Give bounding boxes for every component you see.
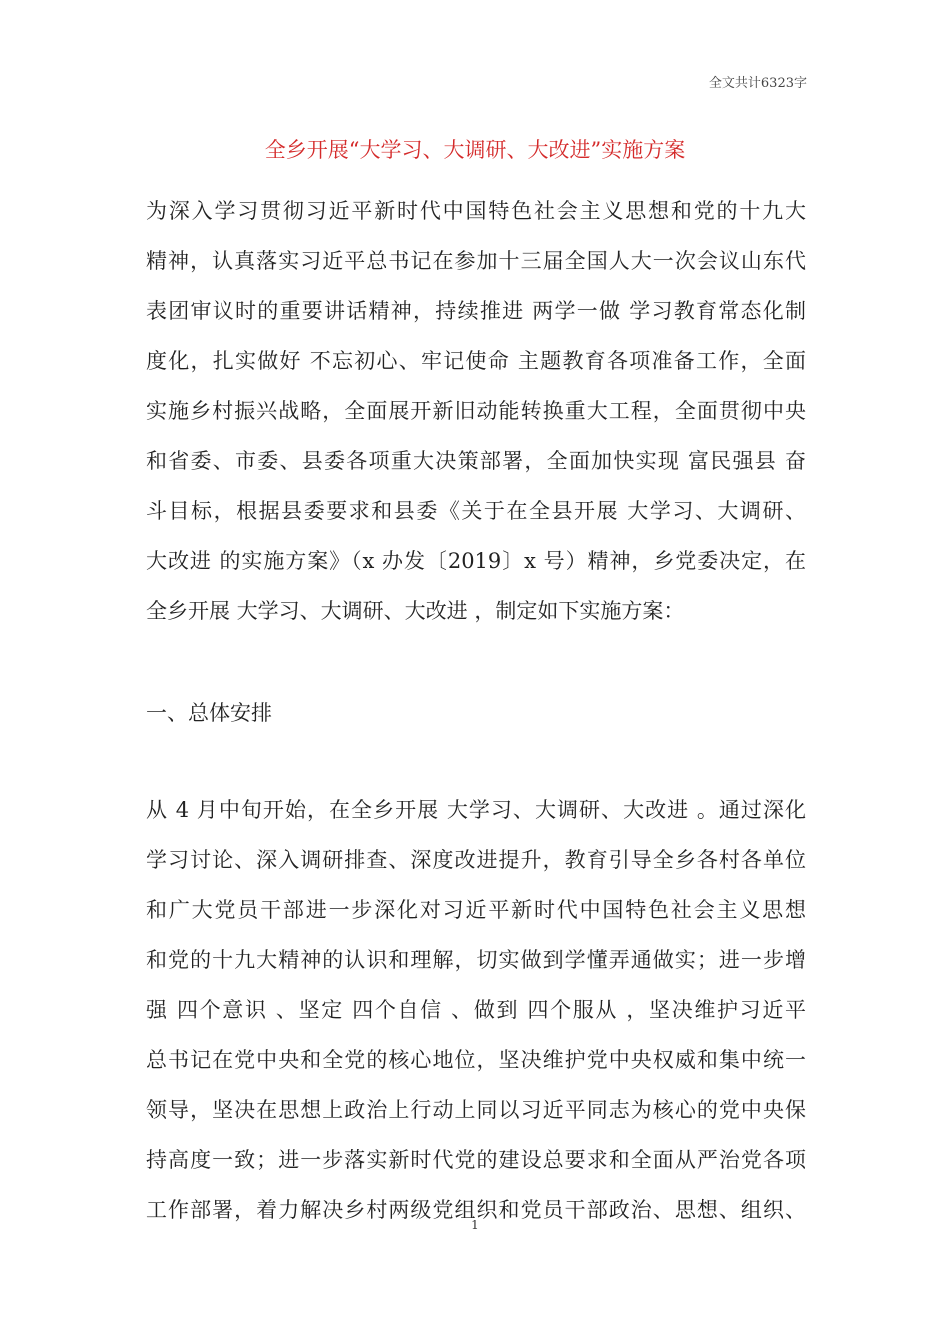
paragraph-line: 和广大党员干部进一步深化对习近平新时代中国特色社会主义思想 bbox=[146, 898, 806, 922]
intro-paragraph bbox=[146, 186, 806, 636]
word-count: 全文共计6323字 bbox=[708, 76, 807, 91]
paragraph-line: 斗目标，根据县委要求和县委《关于在全县开展 大学习、大调研、 bbox=[146, 499, 806, 523]
paragraph-line: 强 四个意识 、坚定 四个自信 、做到 四个服从 ，坚决维护习近平 bbox=[146, 998, 806, 1022]
paragraph-line: 为深入学习贯彻习近平新时代中国特色社会主义思想和党的十九大 bbox=[146, 199, 806, 223]
paragraph-line: 精神，认真落实习近平总书记在参加十三届全国人大一次会议山东代 bbox=[146, 249, 806, 273]
paragraph-line: 表团审议时的重要讲话精神，持续推进 两学一做 学习教育常态化制 bbox=[146, 299, 806, 323]
paragraph-line: 和党的十九大精神的认识和理解，切实做到学懂弄通做实；进一步增 bbox=[146, 948, 806, 972]
page-number: 1 bbox=[471, 1218, 479, 1232]
paragraph-line: 和省委、市委、县委各项重大决策部署，全面加快实现 富民强县 奋 bbox=[146, 449, 806, 473]
paragraph-line: 领导，坚决在思想上政治上行动上同以习近平同志为核心的党中央保 bbox=[146, 1098, 806, 1122]
paragraph-line: 从 4 月中旬开始，在全乡开展 大学习、大调研、大改进 。通过深化 bbox=[146, 798, 806, 822]
paragraph-line: 实施乡村振兴战略，全面展开新旧动能转换重大工程，全面贯彻中央 bbox=[146, 399, 806, 423]
paragraph-line: 持高度一致；进一步落实新时代党的建设总要求和全面从严治党各项 bbox=[146, 1148, 806, 1172]
paragraph-line: 学习讨论、深入调研排查、深度改进提升，教育引导全乡各村各单位 bbox=[146, 848, 806, 872]
paragraph-line: 工作部署，着力解决乡村两级党组织和党员干部政治、思想、组织、 bbox=[146, 1198, 806, 1222]
paragraph-line: 度化，扎实做好 不忘初心、牢记使命 主题教育各项准备工作，全面 bbox=[146, 349, 806, 373]
paragraph-line: 大改进 的实施方案》（x 办发〔2019〕x 号）精神，乡党委决定，在 bbox=[146, 549, 806, 573]
section-heading: 一、总体安排 bbox=[146, 701, 272, 725]
document-title: 全乡开展“大学习、大调研、大改进”实施方案 bbox=[264, 138, 686, 162]
paragraph-line: 全乡开展 大学习、大调研、大改进 ，制定如下实施方案： bbox=[146, 599, 685, 623]
paragraph-line: 总书记在党中央和全党的核心地位，坚决维护党中央权威和集中统一 bbox=[146, 1048, 806, 1072]
overview-paragraph bbox=[146, 785, 806, 1235]
